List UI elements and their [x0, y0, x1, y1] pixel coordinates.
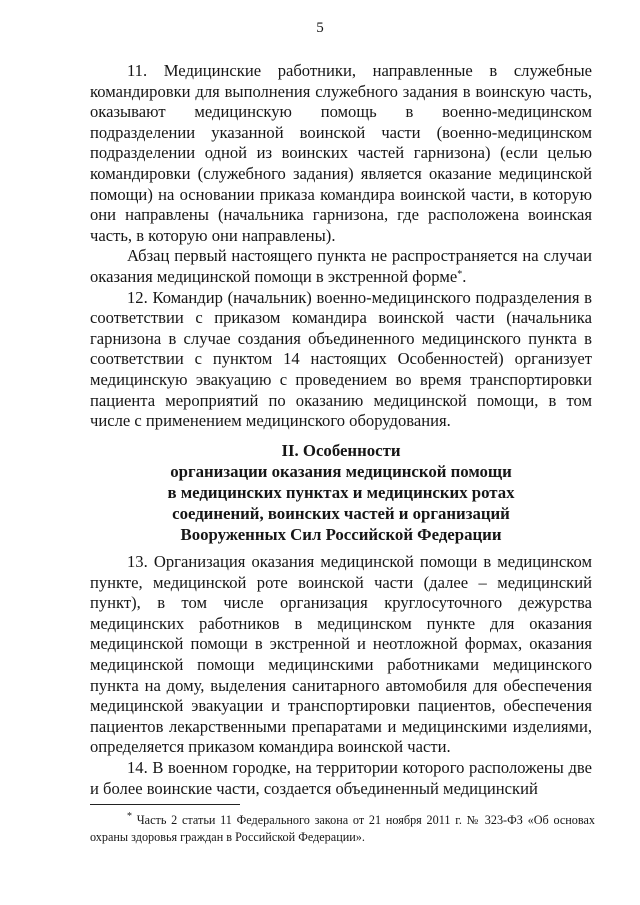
footnote-marker: *	[127, 811, 132, 822]
paragraph-12: 12. Командир (начальник) военно-медицинского подразделения в соответствии с приказом командира воинской части (начальника гарнизона в случае создания объединенного медицинского пункта в соответствии с пунктом 14 настоящих Особенностей) организует медицинскую эвакуацию с проведением во время транспортировки пациента мероприятий по оказанию медицинской помощи, в том числе с применением медицинского оборудования.	[90, 287, 592, 431]
paragraph-13: 13. Организация оказания медицинской помощи в медицинском пункте, медицинской роте воинской части (далее – медицинский пункт), в том числе организация круглосуточного дежурства медицинских работников в медицинском пункте для оказания медицинской помощи в экстренной и неотложной формах, оказания медицинской помощи медицинскими работниками медицинского пункта на дому, выделения санитарного автомобиля для обеспечения медицинской эвакуации и транспортировки пациентов, обеспечения пациентов лекарственными препаратами и медицинскими изделиями, определяется приказом командира воинской части.	[90, 552, 592, 757]
heading-line: организации оказания медицинской помощи	[170, 462, 512, 481]
sentence-end-period: .	[462, 266, 467, 286]
paragraph-11-note-text: Абзац первый настоящего пункта не распространяется на случаи оказания медицинской помощи в экстренной форме	[90, 246, 592, 286]
footnote-paragraph	[90, 812, 595, 846]
footnote	[90, 812, 595, 846]
page-number: 5	[316, 20, 324, 36]
footnote-text: Часть 2 статьи 11 Федерального закона от 21 ноября 2011 г. № 323-ФЗ «Об основах охраны здоровья граждан в Российской Федерации».	[90, 813, 595, 844]
heading-line: в медицинских пунктах и медицинских ротах	[167, 483, 515, 502]
main-text-bottom	[90, 552, 592, 799]
paragraph-14: 14. В военном городке, на территории которого расположены две и более воинские части, создается объединенный медицинский	[90, 757, 592, 798]
heading-line: Вооруженных Сил Российской Федерации	[180, 525, 502, 544]
paragraph-11: 11. Медицинские работники, направленные в служебные командировки для выполнения служебного задания в воинскую часть, оказывают медицинскую помощь в военно-медицинском подразделении указанной воинской части (военно-медицинском подразделении одной из воинских частей гарнизона) (если целью командировки (служебного задания) является оказание медицинской помощи) на основании приказа командира воинской части, в которую они направлены (начальника гарнизона, где расположена воинская часть, в которую они направлены).	[90, 61, 592, 245]
heading-line: соединений, воинских частей и организаций	[172, 504, 510, 523]
footnote-separator	[90, 804, 240, 805]
paragraph-11-note	[90, 246, 592, 287]
main-text-top	[90, 61, 592, 432]
footnote-ref-marker: *	[457, 268, 463, 280]
heading-line: II. Особенности	[281, 441, 401, 460]
section-heading	[90, 440, 592, 545]
